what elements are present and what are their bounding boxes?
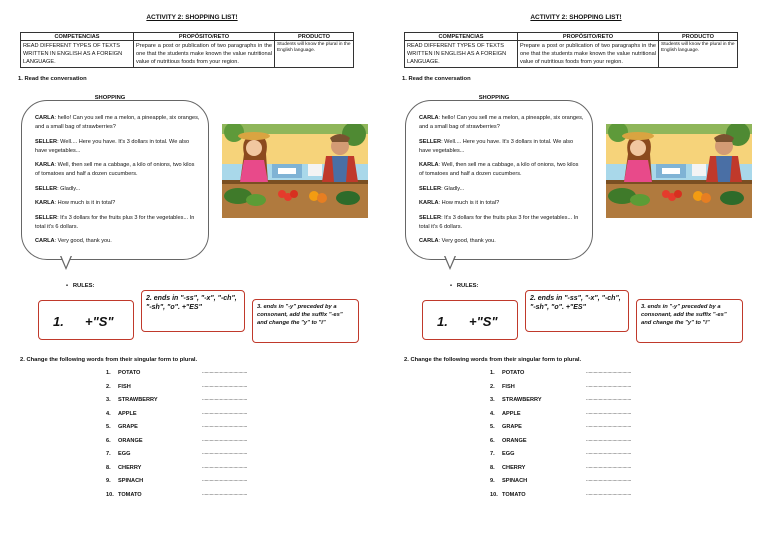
- section-read-conversation: 1. Read the conversation: [18, 76, 87, 82]
- word-text: APPLE: [502, 410, 521, 417]
- speaker: SELLER: [419, 185, 442, 192]
- word-number: 9.: [490, 478, 495, 484]
- line-text: : It's 3 dollars for the fruits plus 3 for the vegetables... In total it's 6 dollars.: [419, 214, 579, 230]
- activity-title: ACTIVITY 2: SHOPPING LIST!: [530, 14, 622, 21]
- list-item: [106, 396, 248, 411]
- list-item: [490, 463, 632, 479]
- speaker: SELLER: [35, 138, 58, 145]
- list-item: [106, 423, 248, 438]
- answer-blank[interactable]: ....................................: [202, 463, 248, 470]
- speaker: KARLA: [35, 162, 55, 168]
- speaker: SELLER: [419, 138, 442, 145]
- answer-blank[interactable]: ....................................: [202, 490, 248, 497]
- word-number: 8.: [106, 464, 111, 471]
- list-item: [490, 409, 632, 425]
- speaker: SELLER: [419, 214, 442, 221]
- word-text: ORANGE: [502, 437, 527, 444]
- line: [35, 114, 200, 132]
- word-number: 8.: [490, 464, 495, 471]
- word-text: CHERRY: [118, 464, 142, 471]
- line-text: : Well, then sell me a cabbage, a kilo of onions, two kilos of tomatoes and half a dozen cucumbers.: [35, 162, 195, 177]
- word-number: 9.: [106, 478, 111, 484]
- line-text: : Gladly...: [57, 185, 81, 192]
- line-text: : Gladly...: [441, 185, 465, 192]
- word-number: 6.: [490, 437, 495, 444]
- rule-card-1: [422, 300, 518, 340]
- cell-proposito: Prepare a post or publication of two paragraphs in the one that the students make known the value nutritional value of nutritious foods from your region.: [134, 41, 275, 68]
- list-item: [106, 477, 248, 492]
- list-item: [106, 409, 248, 425]
- rule-card-3: 3. ends in "-y" preceded by a consonant, add the suffix "-es" and change the "y" to "i": [252, 299, 359, 343]
- rule-1-text: +"S": [469, 314, 498, 329]
- line: [419, 161, 584, 179]
- rule-card-2: 2. ends in "-ss", "-x", "-ch", "-sh", "o". +"ES": [525, 290, 629, 332]
- word-number: 2.: [490, 383, 495, 390]
- speaker: CARLA: [35, 115, 55, 121]
- answer-blank[interactable]: ....................................: [202, 382, 248, 389]
- line: [419, 214, 584, 232]
- line-text: : Well, then sell me a cabbage, a kilo of onions, two kilos of tomatoes and half a dozen cucumbers.: [419, 162, 579, 177]
- answer-blank[interactable]: ....................................: [586, 477, 632, 483]
- word-text: EGG: [502, 451, 515, 457]
- word-number: 2.: [106, 383, 111, 390]
- cell-competencias: READ DIFFERENT TYPES OF TEXTS WRITTEN IN ENGLISH AS A FOREIGN LANGUAGE.: [21, 41, 134, 68]
- word-text: POTATO: [502, 370, 525, 376]
- answer-blank[interactable]: ....................................: [586, 463, 632, 470]
- line: [419, 114, 584, 132]
- answer-blank[interactable]: ....................................: [586, 423, 632, 429]
- word-number: 1.: [490, 370, 495, 376]
- word-text: GRAPE: [502, 424, 522, 430]
- answer-blank[interactable]: ....................................: [586, 369, 632, 375]
- answer-blank[interactable]: ....................................: [586, 409, 632, 416]
- conversation-title: SHOPPING: [94, 95, 126, 101]
- word-number: 3.: [106, 397, 111, 403]
- answer-blank[interactable]: ....................................: [202, 436, 248, 443]
- line: [419, 199, 584, 208]
- speaker: CARLA: [35, 238, 55, 244]
- conversation: [419, 114, 584, 252]
- list-item: [490, 477, 632, 492]
- answer-blank[interactable]: ....................................: [586, 450, 632, 456]
- speaker: SELLER: [35, 214, 58, 221]
- word-text: FISH: [502, 383, 515, 390]
- rule-card-2: 2. ends in "-ss", "-x", "-ch", "-sh", "o". +"ES": [141, 290, 245, 332]
- word-text: SPINACH: [502, 478, 528, 484]
- section-change-words: 2. Change the following words from their singular form to plural.: [20, 357, 198, 363]
- answer-blank[interactable]: ....................................: [202, 409, 248, 416]
- list-item: [490, 369, 632, 384]
- word-number: 4.: [106, 410, 111, 417]
- word-text: APPLE: [118, 410, 137, 417]
- word-number: 1.: [106, 370, 111, 376]
- speaker: KARLA: [35, 200, 55, 206]
- cell-producto: Students will know the plural in the English language.: [275, 41, 354, 68]
- line-text: : It's 3 dollars for the fruits plus 3 for the vegetables... In total it's 6 dollars.: [35, 214, 195, 230]
- speech-bubble-tail-inner: [445, 255, 455, 267]
- word-text: STRAWBERRY: [118, 397, 158, 403]
- market-scene-illustration: [222, 124, 368, 218]
- rule-1-number: 1.: [437, 314, 448, 329]
- rules-label: • RULES:: [450, 283, 479, 289]
- answer-blank[interactable]: ....................................: [586, 490, 632, 497]
- speaker: SELLER: [35, 185, 58, 192]
- word-text: POTATO: [118, 370, 141, 376]
- line-text: : hello! Can you sell me a melon, a pineapple, six oranges, and a small bag of strawberries?: [419, 115, 584, 130]
- answer-blank[interactable]: ....................................: [586, 396, 632, 402]
- list-item: [490, 436, 632, 452]
- line-text: : How much is it in total?: [54, 200, 116, 206]
- word-list: [106, 369, 248, 505]
- rules-label: • RULES:: [66, 283, 95, 289]
- conversation-title: SHOPPING: [478, 95, 510, 101]
- line-text: : Very good, thank you.: [54, 238, 112, 244]
- list-item: [490, 450, 632, 465]
- word-text: TOMATO: [118, 491, 142, 498]
- cell-producto: Students will know the plural in the English language.: [659, 41, 738, 68]
- speaker: KARLA: [419, 162, 439, 168]
- rule-1-text: +"S": [85, 314, 114, 329]
- header-competencias: COMPETENCIAS: [405, 33, 518, 41]
- word-text: GRAPE: [118, 424, 138, 430]
- list-item: [490, 490, 632, 506]
- line: [35, 237, 200, 246]
- word-list: [490, 369, 632, 505]
- line-text: : Very good, thank you.: [438, 238, 496, 244]
- word-number: 7.: [490, 451, 495, 457]
- activity-title: ACTIVITY 2: SHOPPING LIST!: [146, 14, 238, 21]
- list-item: [490, 396, 632, 411]
- word-number: 3.: [490, 397, 495, 403]
- line: [419, 237, 584, 246]
- speaker: CARLA: [419, 115, 439, 121]
- market-scene-illustration: [606, 124, 752, 218]
- line-text: : Well.... Here you have. It's 3 dollars in total. We also have vegetables...: [419, 138, 574, 154]
- answer-blank[interactable]: ....................................: [202, 450, 248, 456]
- list-item: [106, 369, 248, 384]
- answer-blank[interactable]: ....................................: [202, 369, 248, 375]
- rule-1-number: 1.: [53, 314, 64, 329]
- answer-blank[interactable]: ....................................: [586, 436, 632, 443]
- list-item: [490, 423, 632, 438]
- list-item: [106, 463, 248, 479]
- rule-card-3: 3. ends in "-y" preceded by a consonant, add the suffix "-es" and change the "y" to "i": [636, 299, 743, 343]
- word-number: 10.: [490, 491, 498, 498]
- word-number: 5.: [106, 424, 111, 430]
- speaker: CARLA: [419, 238, 439, 244]
- rules-label-text: RULES:: [72, 283, 95, 289]
- word-number: 10.: [106, 491, 114, 498]
- worksheet-right: [384, 0, 768, 543]
- header-competencias: COMPETENCIAS: [21, 33, 134, 41]
- word-number: 5.: [490, 424, 495, 430]
- list-item: [106, 382, 248, 398]
- line: [35, 214, 200, 232]
- header-proposito: PROPÓSITO/RETO: [134, 33, 275, 41]
- word-text: TOMATO: [502, 491, 526, 498]
- speech-bubble-tail-inner: [61, 255, 71, 267]
- line-text: : hello! Can you sell me a melon, a pineapple, six oranges, and a small bag of strawberries?: [35, 115, 200, 130]
- cell-proposito: Prepare a post or publication of two paragraphs in the one that the students make known the value nutritional value of nutritious foods from your region.: [518, 41, 659, 68]
- header-proposito: PROPÓSITO/RETO: [518, 33, 659, 41]
- header-producto: PRODUCTO: [275, 33, 354, 41]
- rule-card-1: [38, 300, 134, 340]
- rules-label-text: RULES:: [456, 283, 479, 289]
- line-text: : Well.... Here you have. It's 3 dollars in total. We also have vegetables...: [35, 138, 190, 154]
- speaker: KARLA: [419, 200, 439, 206]
- line: [419, 138, 584, 156]
- answer-blank[interactable]: ....................................: [586, 382, 632, 389]
- competencies-table: [404, 32, 738, 68]
- answer-blank[interactable]: ....................................: [202, 396, 248, 402]
- answer-blank[interactable]: ....................................: [202, 423, 248, 429]
- word-number: 7.: [106, 451, 111, 457]
- word-text: EGG: [118, 451, 131, 457]
- section-change-words: 2. Change the following words from their singular form to plural.: [404, 357, 582, 363]
- word-number: 4.: [490, 410, 495, 417]
- line: [419, 185, 584, 194]
- cell-competencias: READ DIFFERENT TYPES OF TEXTS WRITTEN IN ENGLISH AS A FOREIGN LANGUAGE.: [405, 41, 518, 68]
- list-item: [106, 490, 248, 506]
- answer-blank[interactable]: ....................................: [202, 477, 248, 483]
- line: [35, 138, 200, 156]
- line: [35, 185, 200, 194]
- conversation: [35, 114, 200, 252]
- line: [35, 199, 200, 208]
- list-item: [106, 450, 248, 465]
- line-text: : How much is it in total?: [438, 200, 500, 206]
- competencies-table: [20, 32, 354, 68]
- word-text: CHERRY: [502, 464, 526, 471]
- header-producto: PRODUCTO: [659, 33, 738, 41]
- list-item: [106, 436, 248, 452]
- word-text: STRAWBERRY: [502, 397, 542, 403]
- word-text: ORANGE: [118, 437, 143, 444]
- word-text: SPINACH: [118, 478, 144, 484]
- line: [35, 161, 200, 179]
- word-text: FISH: [118, 383, 131, 390]
- word-number: 6.: [106, 437, 111, 444]
- list-item: [490, 382, 632, 398]
- section-read-conversation: 1. Read the conversation: [402, 76, 471, 82]
